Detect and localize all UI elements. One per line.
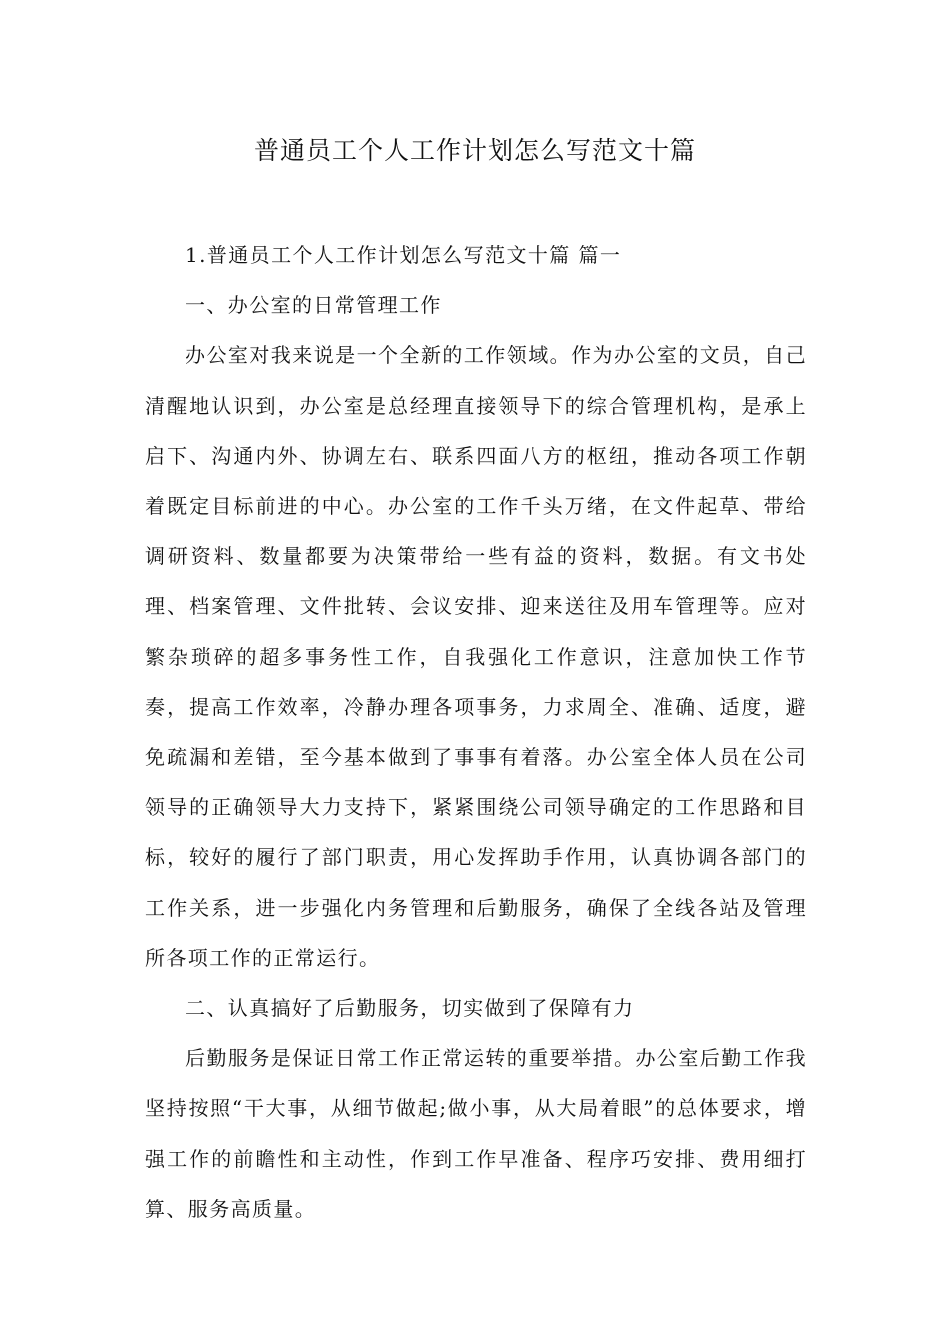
paragraph-logistics-service: 后勤服务是保证日常工作正常运转的重要举措。办公室后勤工作我坚持按照“干大事，从细节做起;做小事，从大局着眼”的总体要求，增强工作的前瞻性和主动性，作到工作早准备、程序巧安排、费用细打算、服务高质量。 [145,1046,807,1221]
section-heading-1: 1.普通员工个人工作计划怎么写范文十篇 篇一 [185,243,622,267]
subheading-logistics-service: 二、认真搞好了后勤服务，切实做到了保障有力 [185,996,635,1021]
subheading-office-daily-management: 一、办公室的日常管理工作 [185,293,442,318]
document-title: 普通员工个人工作计划怎么写范文十篇 [253,136,696,165]
document-body [145,230,807,1234]
paragraph-office-work: 办公室对我来说是一个全新的工作领域。作为办公室的文员，自己清醒地认识到，办公室是总经理直接领导下的综合管理机构，是承上启下、沟通内外、协调左右、联系四面八方的枢纽，推动各项工作朝着既定目标前进的中心。办公室的工作千头万绪，在文件起草、带给调研资料、数量都要为决策带给一些有益的资料，数据。有文书处理、档案管理、文件批转、会议安排、迎来送往及用车管理等。应对繁杂琐碎的超多事务性工作，自我强化工作意识，注意加快工作节奏，提高工作效率，冷静办理各项事务，力求周全、准确、适度，避免疏漏和差错，至今基本做到了事事有着落。办公室全体人员在公司领导的正确领导大力支持下，紧紧围绕公司领导确定的工作思路和目标，较好的履行了部门职责，用心发挥助手作用，认真协调各部门的工作关系，进一步强化内务管理和后勤服务，确保了全线各站及管理所各项工作的正常运行。 [145,343,807,970]
